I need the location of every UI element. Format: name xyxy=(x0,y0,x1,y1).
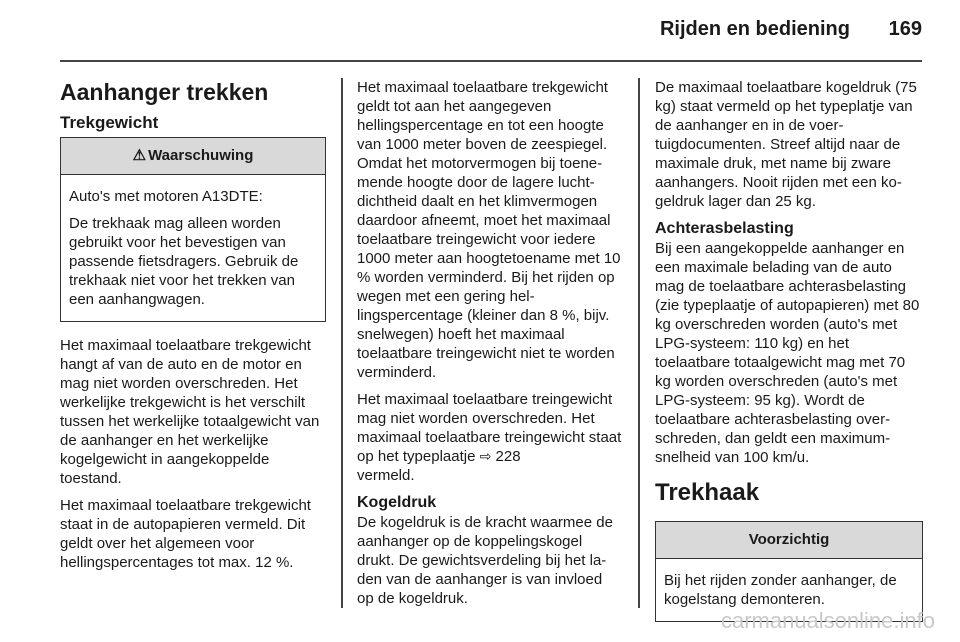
body-text: Het maximaal toelaatbare treingewicht mag niet worden overschreden. Het maximaal toelaatbare treingewicht staat op het typeplaatje xyxy=(357,391,622,465)
warning-box xyxy=(60,137,326,322)
caution-text: Bij het rijden zonder aanhanger, de kogelstang demonteren. xyxy=(664,572,897,608)
warning-box-body xyxy=(61,175,325,321)
body-paragraph xyxy=(357,390,623,485)
page-reference-arrow-icon: ⇨ xyxy=(479,448,492,464)
body-paragraph: Het maximaal toelaatbare trekgewicht hangt af van de auto en de motor en mag niet worden overschreden. Het werkelijke trekgewicht is het verschilt tussen het werkelijke totaalgewicht van de aanhanger en het werkelijke kogelgewicht in aangekoppelde toestand. xyxy=(60,337,320,487)
body-paragraph: Bij een aangekoppelde aanhanger en een maximale belading van de auto mag de toelaatbare achterasbelasting (zie typeplaatje of autopapieren) met 80 kg overschreden worden (auto's met LPG-systeem: 110 kg) en het toelaatbare totaalgewicht mag met 70 kg worden overschreden (auto's met LPG-systeem: 95 kg). Wordt de toelaatbare achterasbelasting overschreden, dan geldt een maximumsnelheid van 100 km/u. xyxy=(655,240,920,466)
warning-box-header xyxy=(61,138,325,175)
section-heading: Trekhaak xyxy=(655,479,760,506)
subsection-heading: Achterasbelasting xyxy=(655,220,794,237)
caution-box-header: Voorzichtig xyxy=(656,522,922,559)
warning-title: Waarschuwing xyxy=(148,147,254,164)
subsection-heading: Trekgewicht xyxy=(60,113,159,132)
page-header-title: Rijden en bediening xyxy=(659,18,850,40)
warning-text: Auto's met motoren A13DTE: xyxy=(69,188,263,205)
caution-box xyxy=(655,521,923,622)
column-middle xyxy=(357,78,623,616)
column-left xyxy=(60,78,326,580)
body-paragraph: De kogeldruk is de kracht waarmee de aanhanger op de koppelingskogel drukt. De gewichtsverdeling bij het laden van de aanhanger is van invloed op de kogeldruk. xyxy=(357,514,613,607)
header-divider xyxy=(60,60,922,62)
subsection-heading: Kogeldruk xyxy=(357,494,437,511)
body-text: vermeld. xyxy=(357,467,415,484)
body-paragraph: De maximaal toelaatbare kogeldruk (75 kg) staat vermeld op het typeplatje van de aanhanger en in de voertuigdocumenten. Streef altijd naar de maximale druk, met name bij zware aanhangers. Nooit rijden met een kogeldruk lager dan 25 kg. xyxy=(655,79,917,210)
column-divider xyxy=(638,78,640,608)
column-divider xyxy=(341,78,343,608)
column-right xyxy=(655,78,923,636)
body-paragraph: Het maximaal toelaatbare trekgewicht staat in de autopapieren vermeld. Dit geldt over het algemeen voor hellingspercentages tot max. 12 %. xyxy=(60,497,311,571)
body-paragraph: Het maximaal toelaatbare trekgewicht geldt tot aan het aangegeven hellingspercentage en tot een hoogte van 1000 meter boven de zeespiegel. Omdat het motorvermogen bij toenemende hoogte door de lagere luchtdichtheid daalt en het klimvermogen daardoor afneemt, moet het maximaal toelaatbare treingewicht voor iedere 1000 meter aan hoogtetoename met 10 % worden verminderd. Bij het rijden op wegen met een gering hellingspercentage (kleiner dan 8 %, bijv. snelwegen) hoeft het maximaal toelaatbare treingewicht niet te worden verminderd. xyxy=(357,79,621,381)
section-heading: Aanhanger trekken xyxy=(60,79,269,105)
page-number: 169 xyxy=(888,18,922,40)
page-reference: 228 xyxy=(491,448,521,465)
warning-text: De trekhaak mag alleen worden gebruikt voor het bevestigen van passende fietsdragers. Gebruik de trekhaak niet voor het trekken van een aanhangwagen. xyxy=(69,215,299,308)
warning-triangle-icon: ⚠ xyxy=(132,147,147,164)
watermark: carmanualsonline.info xyxy=(720,608,935,633)
